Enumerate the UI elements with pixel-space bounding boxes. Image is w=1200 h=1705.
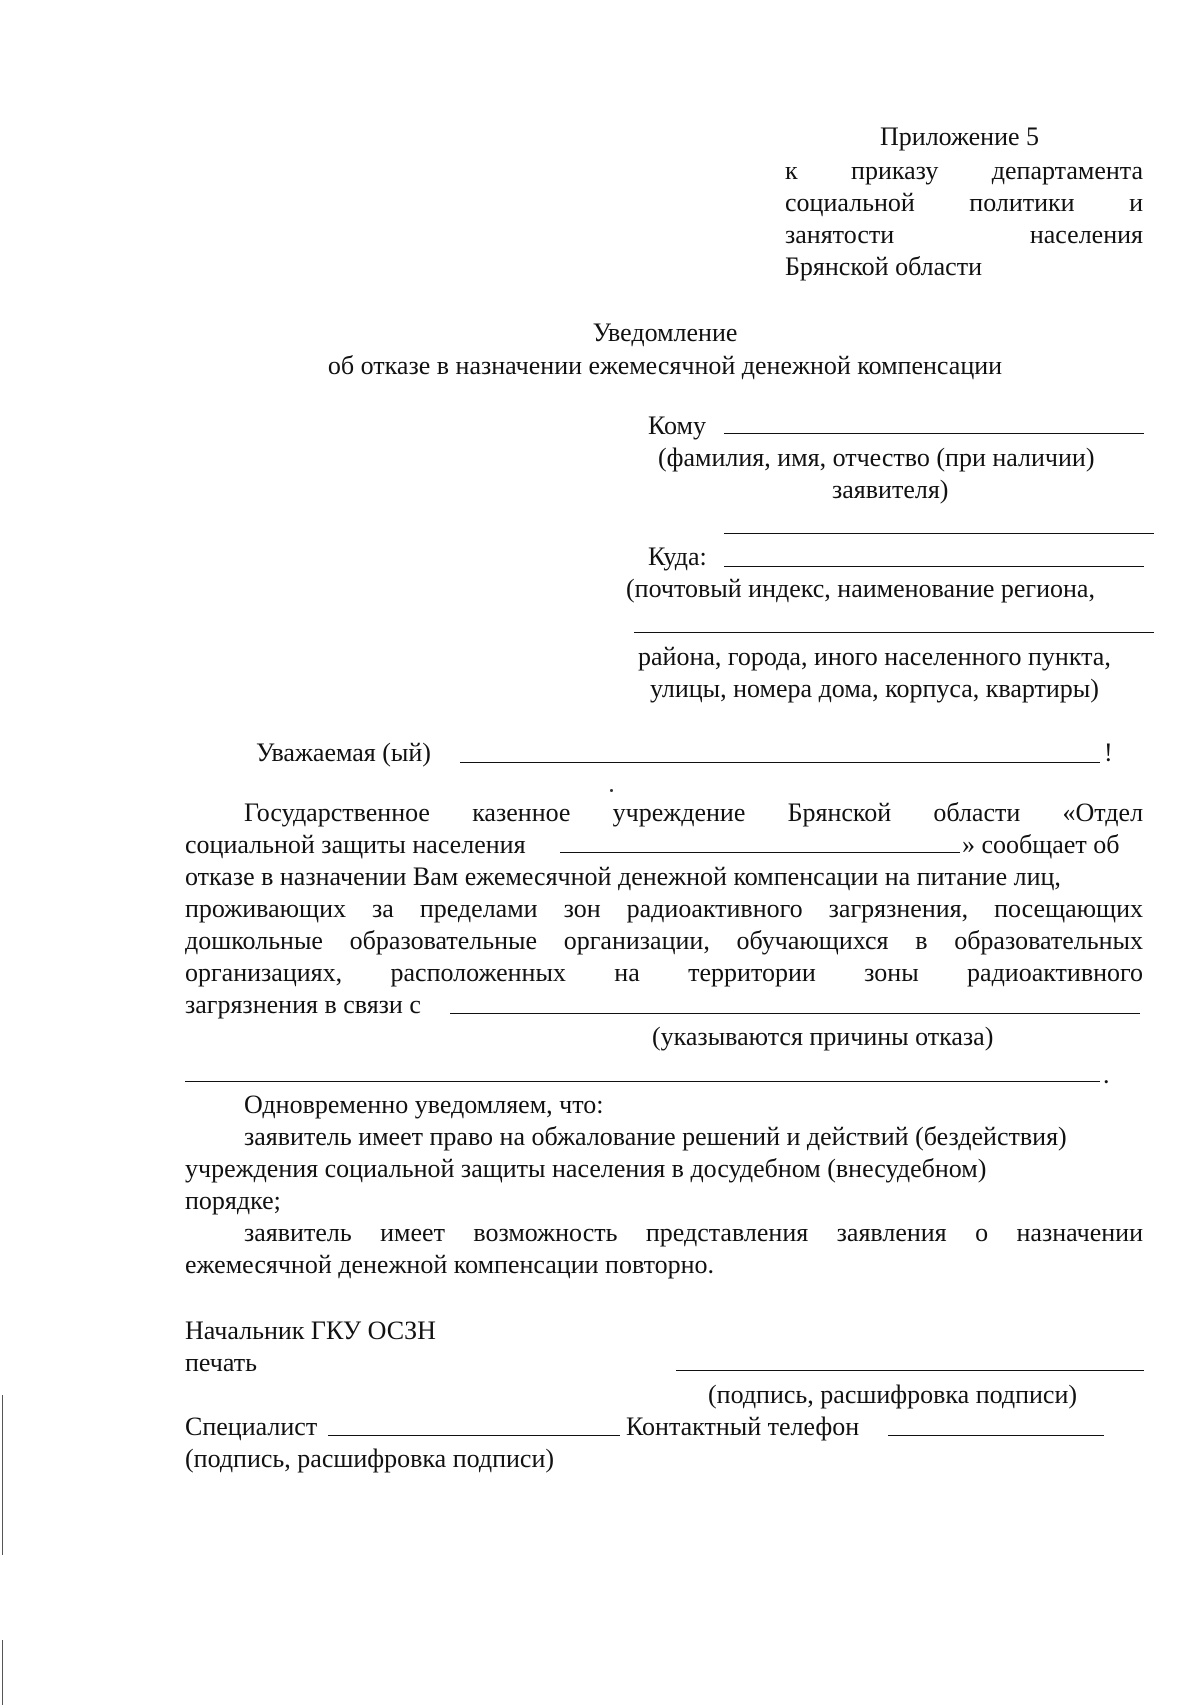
phone-blank-line[interactable]: [888, 1435, 1104, 1436]
body-line-5: дошкольные образовательные организации, обучающихся в образовательных: [185, 926, 1143, 955]
to-label: Кому: [648, 411, 707, 440]
where-label: Куда:: [648, 542, 707, 571]
scan-edge-mark: [2, 1395, 3, 1555]
reason-hint: (указываются причины отказа): [652, 1022, 994, 1051]
phone-label: Контактный телефон: [626, 1412, 860, 1441]
where-hint-1: (почтовый индекс, наименование региона,: [626, 574, 1095, 603]
notice-right1-line2: учреждения социальной защиты населения в досудебном (внесудебном): [185, 1154, 987, 1183]
body-line-3: отказе в назначении Вам ежемесячной денежной компенсации на питание лиц,: [185, 862, 1061, 891]
doc-subtitle: об отказе в назначении ежемесячной денежной компенсации: [327, 351, 1003, 380]
scan-speck: [610, 789, 613, 792]
appendix-line-2: социальной политики и: [785, 188, 1144, 217]
notice-intro: Одновременно уведомляем, что:: [244, 1090, 604, 1119]
body-line-4: проживающих за пределами зон радиоактивного загрязнения, посещающих: [185, 894, 1143, 923]
head-signature-line[interactable]: [676, 1370, 1144, 1371]
body-line-2-start: социальной защиты населения: [185, 830, 526, 859]
to-hint-1: (фамилия, имя, отчество (при наличии): [658, 443, 1095, 472]
greeting-name-line[interactable]: [460, 762, 1100, 763]
appendix-line-3: занятости населения: [785, 220, 1143, 249]
body-line-1: Государственное казенное учреждение Брянской области «Отдел: [244, 798, 1144, 827]
greeting-exclamation: !: [1104, 738, 1113, 767]
specialist-signature-line[interactable]: [328, 1435, 620, 1436]
body-line-7-start: загрязнения в связи с: [185, 990, 421, 1019]
to-hint-2: заявителя): [832, 475, 949, 504]
where-hint-3: улицы, номера дома, корпуса, квартиры): [650, 674, 1099, 703]
stamp-label: печать: [185, 1348, 257, 1377]
specialist-label: Специалист: [185, 1412, 318, 1441]
reason-end-period: .: [1103, 1060, 1110, 1089]
appendix-line-4: Брянской области: [785, 252, 982, 281]
department-blank-line[interactable]: [560, 852, 960, 853]
notice-right1-line1: заявитель имеет право на обжалование решений и действий (бездействия): [244, 1122, 1067, 1151]
scan-edge-mark-lower: [2, 1640, 3, 1705]
reason-blank-line-1[interactable]: [450, 1013, 1140, 1014]
to-blank-line[interactable]: [724, 433, 1144, 434]
appendix-title: Приложение 5: [880, 122, 1040, 151]
appendix-line-1: к приказу департамента: [785, 156, 1143, 185]
to-extra-line[interactable]: [724, 533, 1154, 534]
reason-blank-line-2[interactable]: [185, 1081, 1100, 1082]
head-signature-hint: (подпись, расшифровка подписи): [708, 1380, 1078, 1409]
greeting-label: Уважаемая (ый): [256, 738, 431, 767]
where-blank-line[interactable]: [724, 566, 1144, 567]
body-line-2-end: » сообщает об: [962, 830, 1120, 859]
body-line-6: организациях, расположенных на территории зоны радиоактивного: [185, 958, 1144, 987]
where-hint-2: района, города, иного населенного пункта,: [638, 642, 1111, 671]
where-extra-line[interactable]: [634, 632, 1154, 633]
notice-right2-line2: ежемесячной денежной компенсации повторно.: [185, 1250, 715, 1279]
doc-title: Уведомление: [592, 318, 738, 347]
specialist-signature-hint: (подпись, расшифровка подписи): [185, 1444, 555, 1473]
head-label: Начальник ГКУ ОСЗН: [185, 1316, 436, 1345]
notice-right2-line1: заявитель имеет возможность представления заявления о назначении: [244, 1218, 1143, 1247]
notice-right1-line3: порядке;: [185, 1186, 281, 1215]
